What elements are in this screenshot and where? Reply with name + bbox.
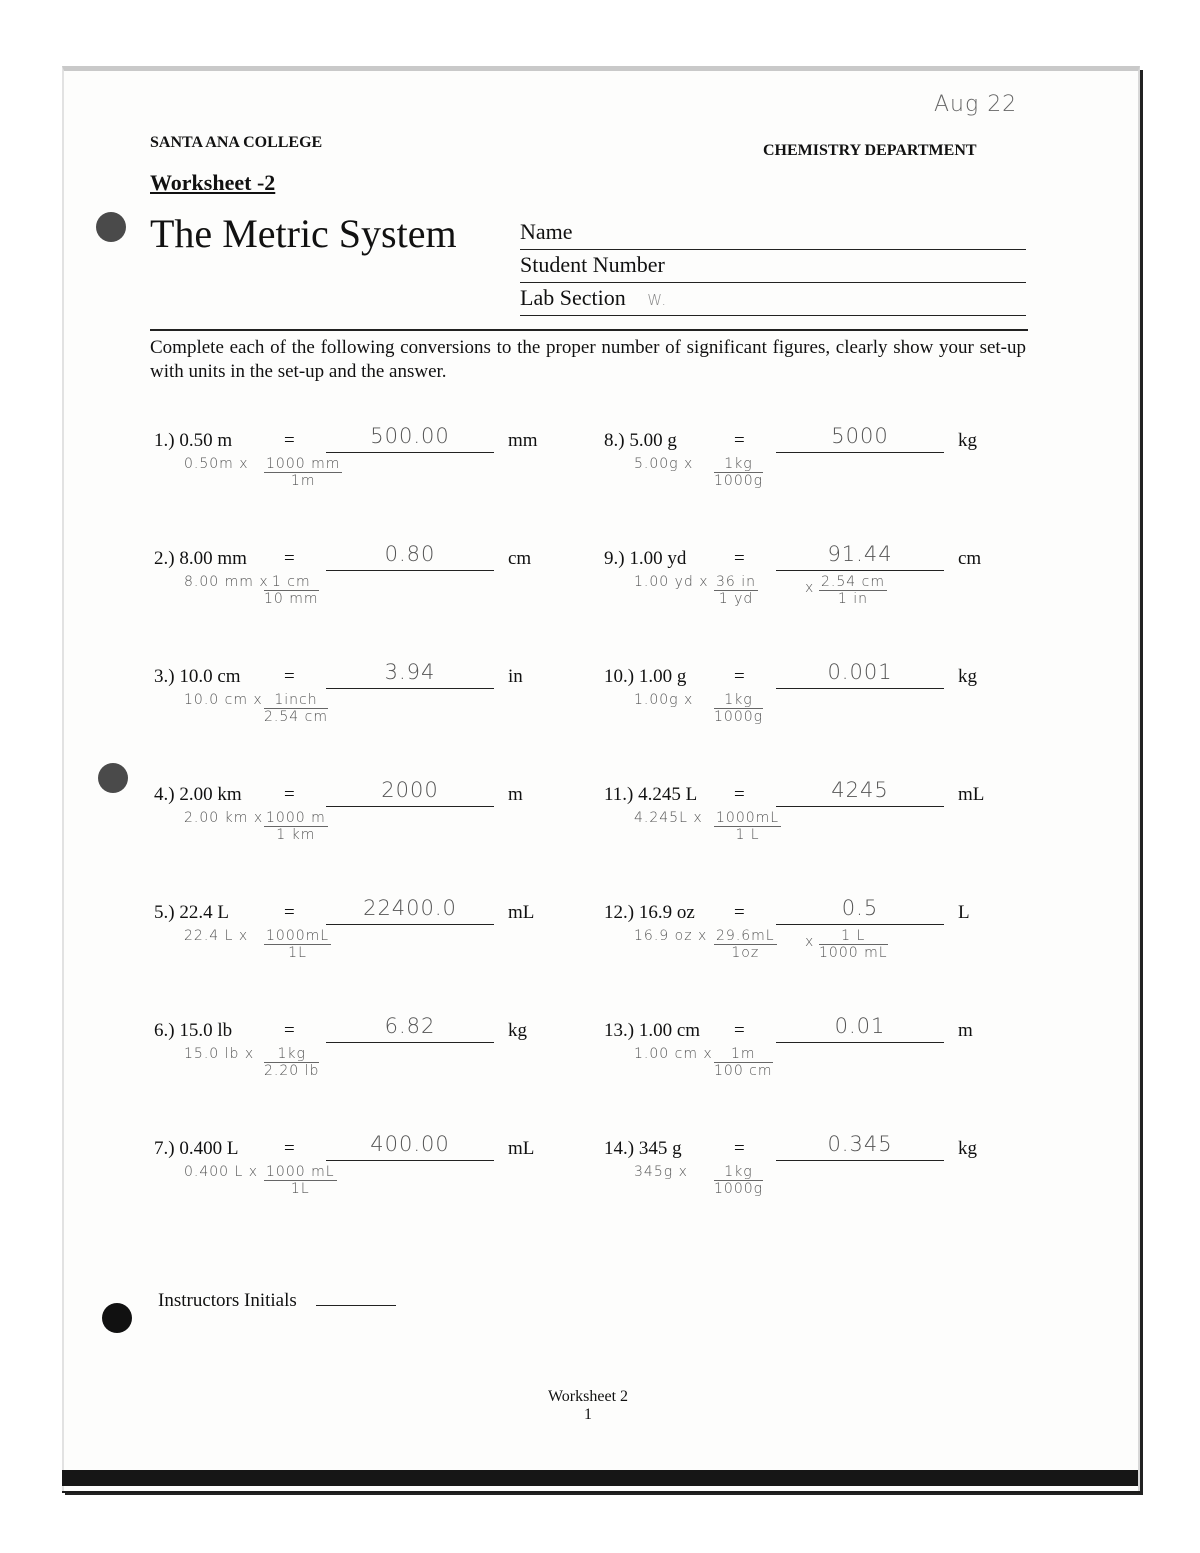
problem-5 [154,896,574,1012]
department-name: CHEMISTRY DEPARTMENT [763,142,977,159]
page-title: The Metric System [150,211,457,256]
equals-sign: = [284,548,295,569]
answer-unit: kg [958,666,977,687]
answer-unit: mL [508,902,535,923]
date-note: Aug 22 [934,92,1018,117]
problem-label: 9.) 1.00 yd [604,548,687,569]
problem-3 [154,660,574,776]
factor-denominator: 2.20 lb [264,1063,320,1079]
answer-line[interactable] [776,1042,944,1043]
answer-value: 0.5 [841,896,879,920]
answer-line[interactable] [776,570,944,571]
factor-denominator: 1000 mL [819,945,888,961]
header-divider [150,329,1028,331]
work-setup: 1.00g x [634,692,694,708]
answer-line[interactable] [326,570,494,571]
problem-label: 13.) 1.00 cm [604,1020,701,1041]
answer-line[interactable] [776,806,944,807]
problem-2 [154,542,574,658]
conversion-factor-1 [264,574,319,607]
binder-hole-bottom [102,1303,132,1333]
factor-denominator: 1000g [714,1181,764,1197]
answer-value: 500.00 [370,424,450,448]
equals-sign: = [734,430,745,451]
answer-value: 2000 [381,778,439,802]
equals-sign: = [734,902,745,923]
answer-unit: cm [958,548,982,569]
problem-label: 4.) 2.00 km [154,784,242,805]
work-setup: 5.00g x [634,456,694,472]
answer-line[interactable] [326,452,494,453]
factor-numerator: 1000mL [266,928,330,944]
page-shadow [62,1470,1138,1486]
page-footer [500,1388,676,1424]
equals-sign: = [734,784,745,805]
problem-9 [604,542,1024,658]
problem-1 [154,424,574,540]
answer-value: 0.345 [827,1132,893,1156]
work-setup: 1.00 cm x [634,1046,713,1062]
problem-label: 1.) 0.50 m [154,430,233,451]
problem-label: 7.) 0.400 L [154,1138,239,1159]
work-setup: 15.0 lb x [184,1046,255,1062]
work-setup: 16.9 oz x [634,928,708,944]
work-setup: 345g x [634,1164,688,1180]
answer-unit: kg [508,1020,527,1041]
answer-unit: m [508,784,523,805]
equals-sign: = [284,1138,295,1159]
problem-4 [154,778,574,894]
conversion-factor-1 [714,1164,763,1197]
conversion-factor-1 [264,928,331,961]
problem-label: 3.) 10.0 cm [154,666,241,687]
work-setup: 4.245L x [634,810,703,826]
factor-denominator: 10 mm [264,591,319,607]
answer-value: 0.001 [827,660,893,684]
problem-label: 11.) 4.245 L [604,784,698,805]
work-setup: 2.00 km x [184,810,264,826]
problem-7 [154,1132,574,1248]
problem-14 [604,1132,1024,1248]
student-number-field[interactable] [520,252,1026,283]
answer-line[interactable] [776,1160,944,1161]
page-number: 1 [584,1406,592,1423]
problem-6 [154,1014,574,1130]
instructor-initials-label: Instructors Initials [158,1290,297,1311]
factor-numerator: 1kg [714,1164,763,1181]
work-setup: 8.00 mm x [184,574,269,590]
lab-section-label: Lab Section [520,285,626,310]
answer-value: 5000 [831,424,889,448]
factor-denominator: 1L [290,1181,310,1197]
worksheet-number: Worksheet -2 [150,170,276,195]
name-field[interactable] [520,219,1026,250]
factor-denominator: 1 in [837,591,869,607]
equals-sign: = [284,1020,295,1041]
conversion-factor-1 [714,692,763,725]
footer-title: Worksheet 2 [547,1388,629,1405]
conversion-factor-1 [714,810,781,843]
equals-sign: = [734,548,745,569]
equals-sign: = [284,430,295,451]
answer-line[interactable] [326,806,494,807]
conversion-factor-1 [714,456,763,489]
factor-numerator: 1 L [819,928,888,945]
conversion-factor-1 [264,1046,319,1079]
answer-unit: kg [958,430,977,451]
instructions: Complete each of the following conversions to the proper number of significant figures, clearly show your set-up with units in the set-up and the answer. [150,337,1026,382]
binder-hole-middle [98,763,128,793]
problem-8 [604,424,1024,540]
factor-denominator: 1oz [731,945,760,961]
problem-label: 10.) 1.00 g [604,666,687,687]
equals-sign: = [284,784,295,805]
problem-label: 12.) 16.9 oz [604,902,695,923]
factor-numerator: 1kg [714,456,763,473]
answer-value: 4245 [831,778,889,802]
problem-label: 2.) 8.00 mm [154,548,247,569]
student-number-label: Student Number [520,252,665,277]
factor-numerator: 1000mL [716,810,780,826]
factor-numerator: 1000 mL [266,1164,335,1180]
problem-label: 14.) 345 g [604,1138,682,1159]
answer-unit: cm [508,548,532,569]
conversion-factor-2: x 2.54 cm 1 in [805,574,885,607]
answer-line[interactable] [776,924,944,925]
factor-denominator: 2.54 cm [264,709,328,725]
name-label: Name [520,219,573,244]
factor-denominator: 1m [290,473,316,489]
conversion-factor-1 [714,928,777,961]
answer-line[interactable] [776,452,944,453]
factor-numerator: 1inch [264,692,328,709]
conversion-factor-2: x 1 L 1000 mL [805,928,888,961]
answer-line[interactable] [326,1042,494,1043]
answer-value: 22400.0 [363,896,457,920]
answer-line[interactable] [326,688,494,689]
equals-sign: = [734,1020,745,1041]
answer-value: 91.44 [827,542,893,566]
conversion-factor-1 [714,1046,773,1079]
work-setup: 1.00 yd x [634,574,709,590]
equals-sign: = [284,902,295,923]
conversion-factor-1 [264,456,342,489]
factor-numerator: 1000 mm [266,456,341,472]
answer-line[interactable] [326,1160,494,1161]
instructor-initials-line[interactable] [316,1305,396,1306]
factor-numerator: 2.54 cm [821,574,885,590]
factor-denominator: 1L [288,945,307,961]
factor-numerator: 1000 m [266,810,326,826]
answer-unit: kg [958,1138,977,1159]
instructor-initials [158,1290,396,1312]
answer-value: 3.94 [384,660,436,684]
answer-unit: mL [958,784,985,805]
problem-10 [604,660,1024,776]
answer-unit: mm [508,430,538,451]
lab-section-value: W. [647,291,668,309]
lab-section-field[interactable] [520,285,1026,316]
answer-line[interactable] [776,688,944,689]
answer-value: 6.82 [384,1014,436,1038]
work-setup: 10.0 cm x [184,692,263,708]
factor-numerator: 29.6mL [716,928,775,944]
equals-sign: = [734,666,745,687]
answer-unit: in [508,666,523,687]
work-setup: 22.4 L x [184,928,249,944]
factor-numerator: 36 in [716,574,757,590]
work-setup: 0.400 L x [184,1164,259,1180]
answer-unit: mL [508,1138,535,1159]
problem-label: 6.) 15.0 lb [154,1020,233,1041]
problem-11 [604,778,1024,894]
factor-denominator: 1 L [735,827,760,843]
conversion-factor-1 [264,810,328,843]
factor-denominator: 1 yd [718,591,754,607]
problem-label: 8.) 5.00 g [604,430,677,451]
factor-numerator: 1 cm [264,574,319,591]
factor-denominator: 100 cm [714,1063,773,1079]
answer-unit: m [958,1020,973,1041]
answer-value: 0.80 [384,542,436,566]
college-name: SANTA ANA COLLEGE [150,134,323,151]
answer-unit: L [958,902,970,923]
problem-12 [604,896,1024,1012]
conversion-factor-1 [264,692,328,725]
factor-numerator: 1m [714,1046,773,1063]
answer-value: 400.00 [370,1132,450,1156]
answer-value: 0.01 [834,1014,886,1038]
factor-denominator: 1 km [276,827,316,843]
problem-13 [604,1014,1024,1130]
work-setup: 0.50m x [184,456,249,472]
conversion-factor-1 [264,1164,337,1197]
binder-hole-top [96,212,126,242]
factor-denominator: 1000g [714,709,764,725]
problem-label: 5.) 22.4 L [154,902,229,923]
conversion-factor-1 [714,574,758,607]
factor-numerator: 1kg [264,1046,319,1063]
factor-numerator: 1kg [714,692,763,709]
equals-sign: = [284,666,295,687]
answer-line[interactable] [326,924,494,925]
equals-sign: = [734,1138,745,1159]
factor-denominator: 1000g [714,473,764,489]
